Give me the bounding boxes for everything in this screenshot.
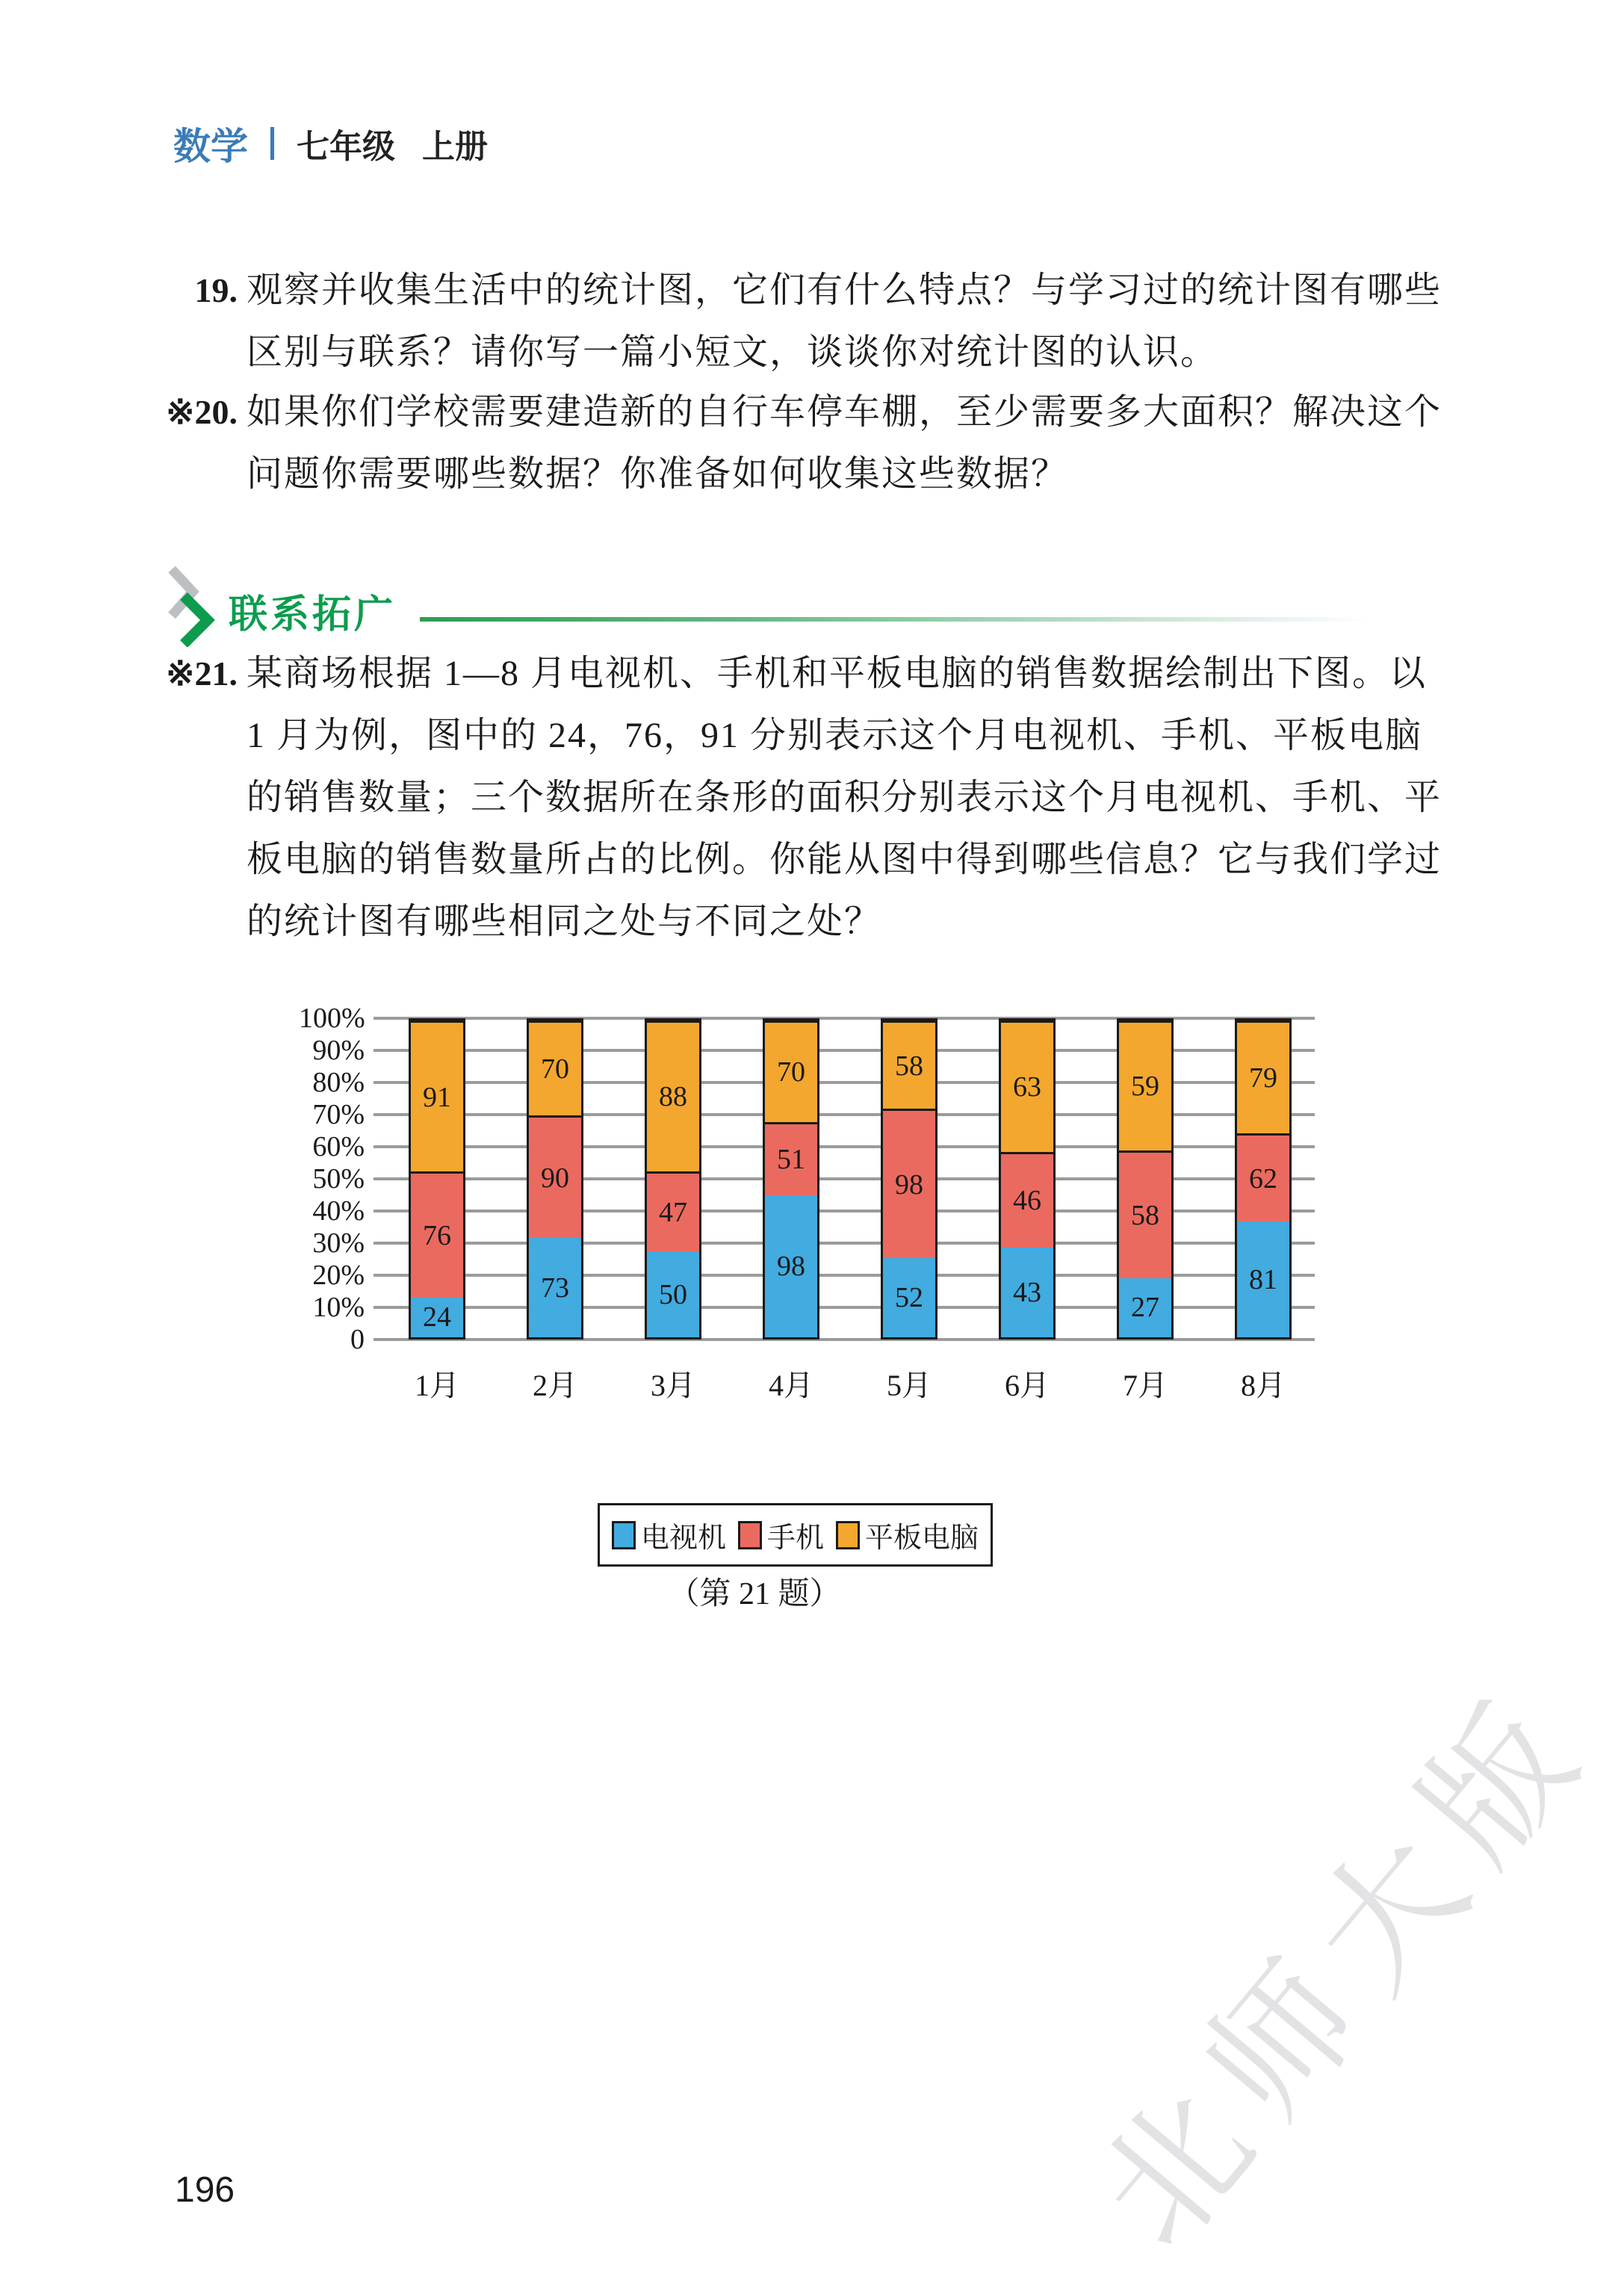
bar-segment xyxy=(411,1171,463,1298)
legend-item xyxy=(738,1514,824,1555)
problem-20-text xyxy=(247,381,1442,505)
bar-value-label: 76 xyxy=(423,1219,451,1251)
chart-legend xyxy=(598,1503,993,1567)
header-divider xyxy=(270,127,274,160)
problem-20 xyxy=(165,381,1442,505)
problem-21-text xyxy=(247,642,1442,953)
bar-value-label: 73 xyxy=(541,1272,569,1304)
bar-segment xyxy=(1001,1152,1053,1248)
legend-item xyxy=(612,1514,726,1555)
text-line: 板电脑的销售数量所占的比例。你能从图中得到哪些信息？它与我们学过 xyxy=(247,840,1442,879)
bar-value-label: 58 xyxy=(895,1050,923,1082)
bar-segment xyxy=(529,1115,581,1238)
legend-swatch xyxy=(836,1521,860,1549)
stacked-bar xyxy=(999,1018,1056,1339)
bar-value-label: 46 xyxy=(1013,1185,1041,1217)
problem-21 xyxy=(165,642,1442,953)
page-header xyxy=(173,117,488,170)
y-tick-label: 70% xyxy=(312,1099,365,1130)
bar-value-label: 81 xyxy=(1249,1263,1277,1295)
chart-caption: （第 21 题） xyxy=(668,1577,841,1611)
bar-segment xyxy=(529,1020,581,1115)
bar-segment xyxy=(529,1238,581,1337)
chart-y-axis xyxy=(299,1003,365,1355)
y-tick-label: 20% xyxy=(312,1260,365,1291)
problem-19-number: 19. xyxy=(194,271,238,309)
bar-value-label: 59 xyxy=(1131,1071,1159,1103)
y-tick-label: 90% xyxy=(312,1035,365,1066)
text-line: 1 月为例，图中的 24，76，91 分别表示这个月电视机、手机、平板电脑 xyxy=(247,716,1423,755)
month-label: 6月 xyxy=(1005,1369,1050,1402)
section-divider-line xyxy=(420,617,1369,622)
bar-segment xyxy=(1237,1020,1289,1133)
bar-segment xyxy=(647,1251,699,1337)
bar-segment xyxy=(765,1195,817,1337)
stacked-bar xyxy=(645,1018,701,1339)
bar-value-label: 24 xyxy=(423,1301,451,1334)
legend-label: 电视机 xyxy=(641,1523,727,1554)
bar-value-label: 91 xyxy=(423,1081,451,1113)
gridline xyxy=(374,1242,1315,1245)
bar-value-label: 47 xyxy=(659,1197,687,1229)
gridline xyxy=(374,1081,1315,1084)
y-tick-label: 10% xyxy=(312,1292,365,1323)
y-tick-label: 100% xyxy=(299,1003,365,1034)
bar-segment xyxy=(1119,1278,1171,1338)
bar-value-label: 58 xyxy=(1131,1199,1159,1231)
text-line: 区别与联系？请你写一篇小短文，谈谈你对统计图的认识。 xyxy=(247,332,1218,372)
bar-segment xyxy=(765,1020,817,1122)
gridline xyxy=(374,1113,1315,1116)
gridline xyxy=(374,1306,1315,1309)
bar-value-label: 52 xyxy=(895,1282,923,1313)
text-line: 问题你需要哪些数据？你准备如何收集这些数据？ xyxy=(247,454,1069,494)
y-tick-label: 60% xyxy=(312,1131,365,1162)
gridline xyxy=(374,1017,1315,1020)
bar-value-label: 27 xyxy=(1131,1292,1159,1324)
month-label: 5月 xyxy=(887,1369,932,1402)
text-line: 如果你们学校需要建造新的自行车停车棚，至少需要多大面积？解决这个 xyxy=(247,392,1442,432)
problem-20-number: ※20. xyxy=(165,393,238,431)
legend-swatch xyxy=(738,1521,762,1549)
stacked-bar xyxy=(527,1018,583,1339)
bar-segment xyxy=(765,1122,817,1196)
bar-segment xyxy=(647,1020,699,1171)
section-title: 联系拓广 xyxy=(229,593,397,637)
header-subject: 数学 xyxy=(173,126,248,167)
problem-21-number: ※21. xyxy=(165,654,238,693)
bar-value-label: 50 xyxy=(659,1278,687,1310)
month-label: 2月 xyxy=(533,1369,577,1402)
bar-value-label: 62 xyxy=(1249,1162,1277,1195)
stacked-bar xyxy=(1117,1018,1174,1339)
bar-segment xyxy=(647,1171,699,1252)
text-line: 某商场根据 1—8 月电视机、手机和平板电脑的销售数据绘制出下图。以 xyxy=(247,654,1428,693)
problem-19-text xyxy=(247,259,1442,383)
header-grade: 七年级 xyxy=(297,128,395,165)
text-line: 的统计图有哪些相同之处与不同之处？ xyxy=(247,902,882,941)
y-tick-label: 30% xyxy=(312,1227,365,1259)
bar-segment xyxy=(883,1109,935,1258)
bar-value-label: 51 xyxy=(777,1144,805,1176)
bar-value-label: 88 xyxy=(659,1081,687,1113)
bar-segment xyxy=(1237,1221,1289,1337)
gridline xyxy=(374,1338,1315,1341)
gridline xyxy=(374,1210,1315,1212)
stacked-bar xyxy=(881,1018,937,1339)
bar-segment xyxy=(883,1258,935,1337)
legend-label: 手机 xyxy=(767,1523,825,1554)
bar-value-label: 98 xyxy=(895,1168,923,1201)
month-label: 4月 xyxy=(769,1369,813,1402)
sales-stacked-bar-chart xyxy=(299,1005,1360,1423)
problem-19 xyxy=(194,259,1442,383)
bar-value-label: 70 xyxy=(777,1056,805,1088)
stacked-bar xyxy=(763,1018,819,1339)
bar-segment xyxy=(883,1020,935,1109)
y-tick-label: 80% xyxy=(312,1067,365,1098)
bar-value-label: 79 xyxy=(1249,1062,1277,1094)
y-tick-label: 50% xyxy=(312,1163,365,1195)
gridline xyxy=(374,1145,1315,1148)
bar-value-label: 90 xyxy=(541,1162,569,1194)
month-label: 1月 xyxy=(415,1369,459,1402)
y-tick-label: 0 xyxy=(350,1324,365,1355)
month-label: 8月 xyxy=(1241,1369,1286,1402)
chart-plot xyxy=(374,1018,1315,1339)
text-line: 观察并收集生活中的统计图，它们有什么特点？与学习过的统计图有哪些 xyxy=(247,270,1442,310)
bar-segment xyxy=(1001,1020,1053,1152)
gridline xyxy=(374,1049,1315,1052)
legend-swatch xyxy=(612,1521,636,1549)
publisher-watermark: 北师大版 xyxy=(1066,1658,1623,2277)
bar-value-label: 43 xyxy=(1013,1277,1041,1309)
text-line: 的销售数量；三个数据所在条形的面积分别表示这个月电视机、手机、平 xyxy=(247,778,1442,817)
header-volume: 上册 xyxy=(422,128,488,165)
stacked-bar xyxy=(1235,1018,1292,1339)
month-label: 3月 xyxy=(651,1369,695,1402)
bar-segment xyxy=(1119,1020,1171,1150)
gridline xyxy=(374,1177,1315,1180)
bar-segment xyxy=(1119,1150,1171,1278)
month-label: 7月 xyxy=(1123,1369,1168,1402)
gridline xyxy=(374,1274,1315,1277)
y-tick-label: 40% xyxy=(312,1195,365,1227)
bar-segment xyxy=(411,1298,463,1337)
bar-value-label: 70 xyxy=(541,1053,569,1085)
legend-item xyxy=(836,1514,979,1555)
page-number: 196 xyxy=(175,2170,235,2210)
bar-segment xyxy=(411,1020,463,1171)
legend-label: 平板电脑 xyxy=(865,1523,979,1554)
bar-segment xyxy=(1237,1133,1289,1221)
bar-value-label: 98 xyxy=(777,1251,805,1283)
bar-segment xyxy=(1001,1248,1053,1337)
stacked-bar xyxy=(409,1018,465,1339)
bar-value-label: 63 xyxy=(1013,1071,1041,1103)
section-chevron-icon xyxy=(166,566,220,647)
